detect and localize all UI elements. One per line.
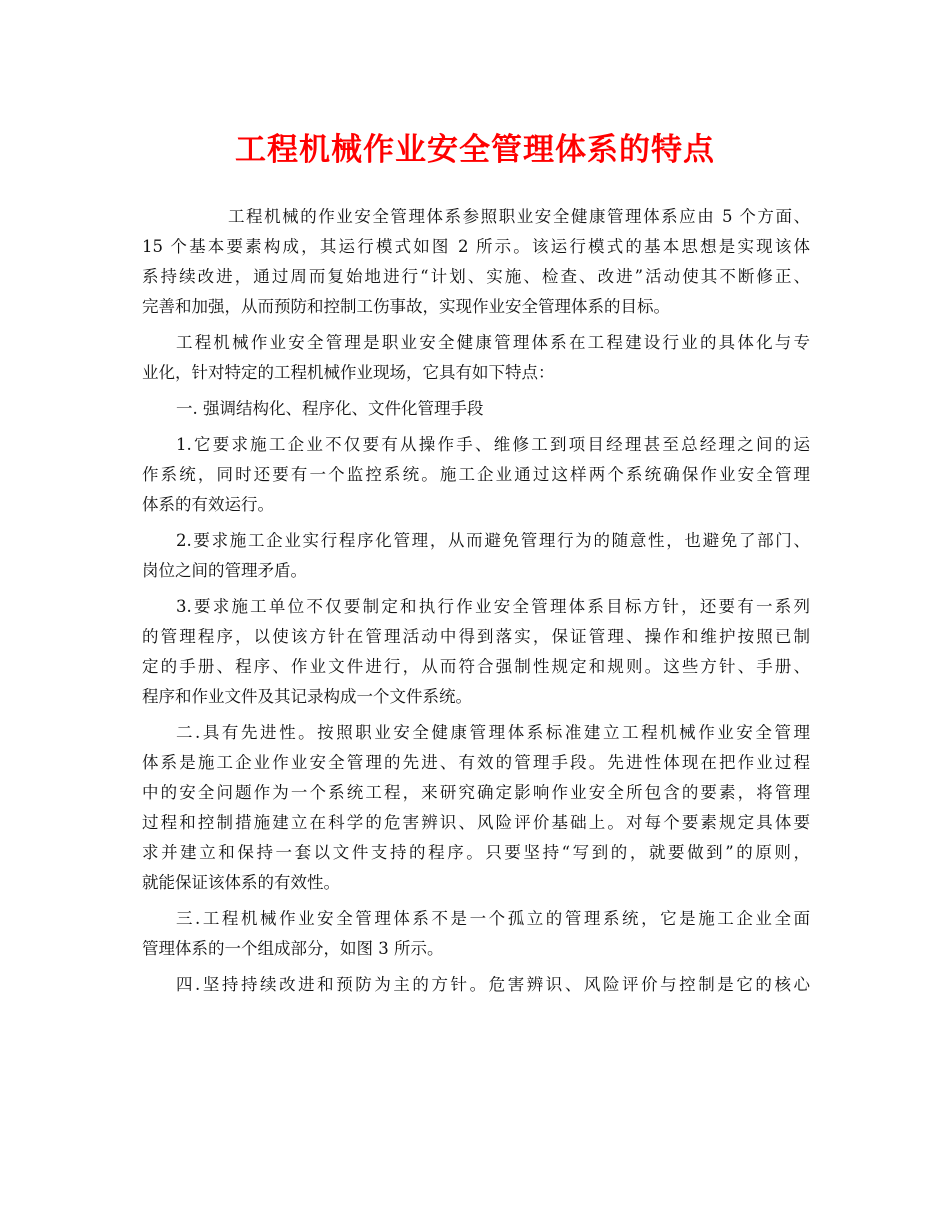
text-line: 求并建立和保持一套以文件支持的程序。只要坚持“写到的，就要做到”的原则， [142, 843, 810, 862]
text-line: 体系是施工企业作业安全管理的先进、有效的管理手段。先进性体现在把作业过程 [142, 753, 810, 772]
document-title: 工程机械作业安全管理体系的特点 [235, 132, 715, 168]
text-line: 业化，针对特定的工程机械作业现场，它具有如下特点： [142, 363, 555, 382]
text-line: 15 个基本要素构成，其运行模式如图 2 所示。该运行模式的基本思想是实现该体 [142, 237, 810, 256]
text-line: 二.具有先进性。按照职业安全健康管理体系标准建立工程机械作业安全管理 [176, 723, 810, 742]
text-line: 中的安全问题作为一个系统工程，来研究确定影响作业安全所包含的要素，将管理 [142, 783, 810, 802]
text-line: 程序和作业文件及其记录构成一个文件系统。 [142, 687, 472, 706]
text-line: 1.它要求施工企业不仅要有从操作手、维修工到项目经理甚至总经理之间的运 [176, 435, 810, 454]
text-line: 就能保证该体系的有效性。 [142, 873, 340, 892]
text-line: 3.要求施工单位不仅要制定和执行作业安全管理体系目标方针，还要有一系列 [176, 597, 810, 616]
text-line: 的管理程序，以使该方针在管理活动中得到落实，保证管理、操作和维护按照已制 [142, 627, 810, 646]
text-line: 工程机械的作业安全管理体系参照职业安全健康管理体系应由 5 个方面、 [228, 207, 810, 226]
text-line: 过程和控制措施建立在科学的危害辨识、风险评价基础上。对每个要素规定具体要 [142, 813, 810, 832]
text-line: 2.要求施工企业实行程序化管理，从而避免管理行为的随意性，也避免了部门、 [176, 531, 810, 550]
text-line: 体系的有效运行。 [142, 495, 274, 514]
text-line: 工程机械作业安全管理是职业安全健康管理体系在工程建设行业的具体化与专 [176, 333, 810, 352]
text-line: 定的手册、程序、作业文件进行，从而符合强制性规定和规则。这些方针、手册、 [142, 657, 810, 676]
text-line: 完善和加强，从而预防和控制工伤事故，实现作业安全管理体系的目标。 [142, 297, 670, 316]
text-line: 四.坚持持续改进和预防为主的方针。危害辨识、风险评价与控制是它的核心 [176, 975, 810, 994]
text-line: 系持续改进，通过周而复始地进行“计划、实施、检查、改进”活动使其不断修正、 [142, 267, 810, 286]
text-line: 一. 强调结构化、程序化、文件化管理手段 [176, 399, 484, 418]
text-line: 作系统，同时还要有一个监控系统。施工企业通过这样两个系统确保作业安全管理 [142, 465, 810, 484]
document-body [142, 202, 810, 1000]
text-line: 三.工程机械作业安全管理体系不是一个孤立的管理系统，它是施工企业全面 [176, 909, 810, 928]
text-line: 管理体系的一个组成部分，如图 3 所示。 [142, 939, 444, 958]
text-line: 岗位之间的管理矛盾。 [142, 561, 307, 580]
